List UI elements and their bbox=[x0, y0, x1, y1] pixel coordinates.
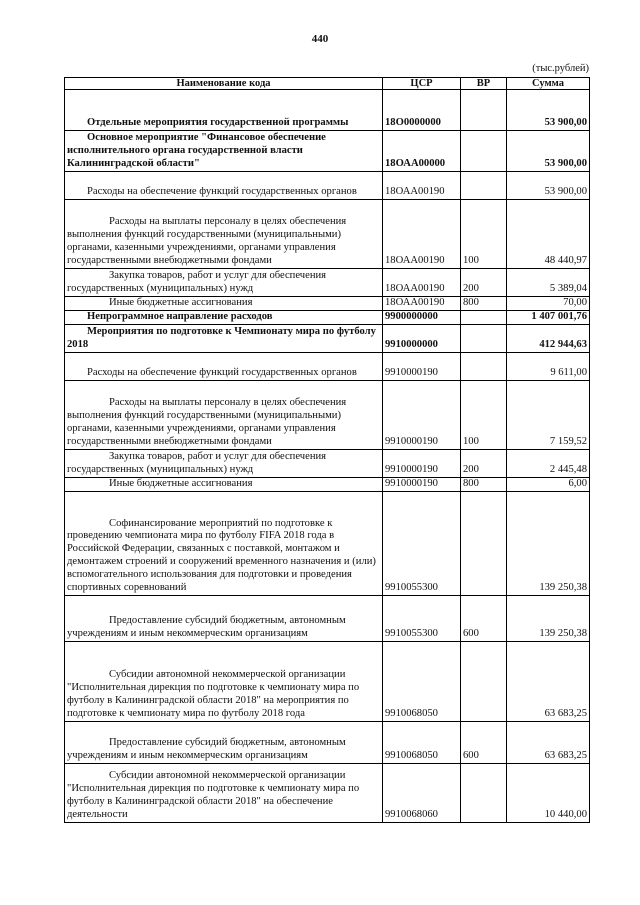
table-header-row bbox=[65, 78, 590, 90]
units-label: (тыс.рублей) bbox=[532, 63, 589, 74]
row-vr: 100 bbox=[461, 200, 507, 269]
row-name: Субсидии автономной некоммерческой организации "Исполнительная дирекция по подготовке к чемпионату мира по футболу в Калининградской области 2018" на обеспечение деятельности bbox=[65, 764, 383, 823]
row-name: Софинансирование мероприятий по подготовке к проведению чемпионата мира по футболу FIFA 2018 года в Российской Федерации, связанных с поставкой, монтажом и демонтажем строений и сооружений временного назначения и (или) вспомогательного использования для подготовки и проведения спортивных соревнований bbox=[65, 492, 383, 596]
table-row bbox=[65, 450, 590, 478]
row-csr: 9910068050 bbox=[383, 722, 461, 764]
row-name: Закупка товаров, работ и услуг для обеспечения государственных (муниципальных) нужд bbox=[65, 269, 383, 297]
row-sum: 70,00 bbox=[507, 297, 590, 311]
row-csr: 9910055300 bbox=[383, 492, 461, 596]
row-csr: 18О0000000 bbox=[383, 90, 461, 131]
row-csr: 18ОАА00190 bbox=[383, 269, 461, 297]
row-csr: 9910000190 bbox=[383, 381, 461, 450]
row-name: Расходы на выплаты персоналу в целях обеспечения выполнения функций государственными (муниципальными) органами, казенными учреждениями, органами управления государственными внебюджетными фондами bbox=[65, 381, 383, 450]
row-vr: 600 bbox=[461, 722, 507, 764]
row-csr: 18ОАА00190 bbox=[383, 172, 461, 200]
page-number: 440 bbox=[311, 33, 329, 45]
row-name: Расходы на обеспечение функций государственных органов bbox=[65, 172, 383, 200]
table-row bbox=[65, 492, 590, 596]
row-sum: 63 683,25 bbox=[507, 722, 590, 764]
row-sum: 9 611,00 bbox=[507, 353, 590, 381]
row-vr bbox=[461, 131, 507, 172]
row-csr: 9910068060 bbox=[383, 764, 461, 823]
row-csr: 18ОАА00190 bbox=[383, 297, 461, 311]
row-sum: 63 683,25 bbox=[507, 642, 590, 722]
row-vr: 100 bbox=[461, 381, 507, 450]
row-vr bbox=[461, 764, 507, 823]
table-row bbox=[65, 325, 590, 353]
row-vr bbox=[461, 311, 507, 325]
row-sum: 7 159,52 bbox=[507, 381, 590, 450]
row-sum: 6,00 bbox=[507, 478, 590, 492]
row-sum: 1 407 001,76 bbox=[507, 311, 590, 325]
row-name: Закупка товаров, работ и услуг для обеспечения государственных (муниципальных) нужд bbox=[65, 450, 383, 478]
row-csr: 18ОАА00000 bbox=[383, 131, 461, 172]
row-name: Иные бюджетные ассигнования bbox=[65, 478, 383, 492]
row-name: Иные бюджетные ассигнования bbox=[65, 297, 383, 311]
row-name: Предоставление субсидий бюджетным, автономным учреждениям и иным некоммерческим организациям bbox=[65, 722, 383, 764]
row-sum: 10 440,00 bbox=[507, 764, 590, 823]
row-sum: 53 900,00 bbox=[507, 172, 590, 200]
row-vr bbox=[461, 642, 507, 722]
row-name: Предоставление субсидий бюджетным, автономным учреждениям и иным некоммерческим организациям bbox=[65, 596, 383, 642]
row-csr: 9910068050 bbox=[383, 642, 461, 722]
row-csr: 9900000000 bbox=[383, 311, 461, 325]
table-row bbox=[65, 764, 590, 823]
column-header-name: Наименование кода bbox=[65, 78, 383, 90]
row-csr: 9910000190 bbox=[383, 450, 461, 478]
budget-table bbox=[64, 77, 590, 823]
row-csr: 9910000190 bbox=[383, 478, 461, 492]
row-vr bbox=[461, 325, 507, 353]
row-vr bbox=[461, 90, 507, 131]
row-sum: 139 250,38 bbox=[507, 492, 590, 596]
row-name: Непрограммное направление расходов bbox=[65, 311, 383, 325]
table-row bbox=[65, 478, 590, 492]
row-sum: 412 944,63 bbox=[507, 325, 590, 353]
row-name: Субсидии автономной некоммерческой организации "Исполнительная дирекция по подготовке к чемпионату мира по футболу в Калининградской области 2018" на мероприятия по подготовке к чемпионату мира по футболу 2018 года bbox=[65, 642, 383, 722]
row-sum: 139 250,38 bbox=[507, 596, 590, 642]
row-csr: 9910000000 bbox=[383, 325, 461, 353]
row-vr: 200 bbox=[461, 269, 507, 297]
row-vr bbox=[461, 172, 507, 200]
row-csr: 9910055300 bbox=[383, 596, 461, 642]
table-row bbox=[65, 353, 590, 381]
row-name: Основное мероприятие "Финансовое обеспечение исполнительного органа государственной власти Калининградской области" bbox=[65, 131, 383, 172]
row-name: Расходы на выплаты персоналу в целях обеспечения выполнения функций государственными (муниципальными) органами, казенными учреждениями, органами управления государственными внебюджетными фондами bbox=[65, 200, 383, 269]
table-row bbox=[65, 722, 590, 764]
row-vr: 600 bbox=[461, 596, 507, 642]
table-row bbox=[65, 311, 590, 325]
row-name: Мероприятия по подготовке к Чемпионату мира по футболу 2018 bbox=[65, 325, 383, 353]
row-vr: 800 bbox=[461, 478, 507, 492]
table-row bbox=[65, 269, 590, 297]
row-vr: 800 bbox=[461, 297, 507, 311]
row-vr bbox=[461, 492, 507, 596]
row-vr bbox=[461, 353, 507, 381]
row-name: Отдельные мероприятия государственной программы bbox=[65, 90, 383, 131]
row-name: Расходы на обеспечение функций государственных органов bbox=[65, 353, 383, 381]
table-row bbox=[65, 200, 590, 269]
row-csr: 9910000190 bbox=[383, 353, 461, 381]
column-header-csr: ЦСР bbox=[383, 78, 461, 90]
row-sum: 53 900,00 bbox=[507, 131, 590, 172]
table-row bbox=[65, 642, 590, 722]
column-header-vr: ВР bbox=[461, 78, 507, 90]
table-row bbox=[65, 131, 590, 172]
table-row bbox=[65, 172, 590, 200]
row-sum: 2 445,48 bbox=[507, 450, 590, 478]
table-row bbox=[65, 381, 590, 450]
row-sum: 48 440,97 bbox=[507, 200, 590, 269]
table-row bbox=[65, 90, 590, 131]
row-csr: 18ОАА00190 bbox=[383, 200, 461, 269]
table-row bbox=[65, 297, 590, 311]
row-sum: 5 389,04 bbox=[507, 269, 590, 297]
row-vr: 200 bbox=[461, 450, 507, 478]
column-header-sum: Сумма bbox=[507, 78, 590, 90]
table-row bbox=[65, 596, 590, 642]
row-sum: 53 900,00 bbox=[507, 90, 590, 131]
